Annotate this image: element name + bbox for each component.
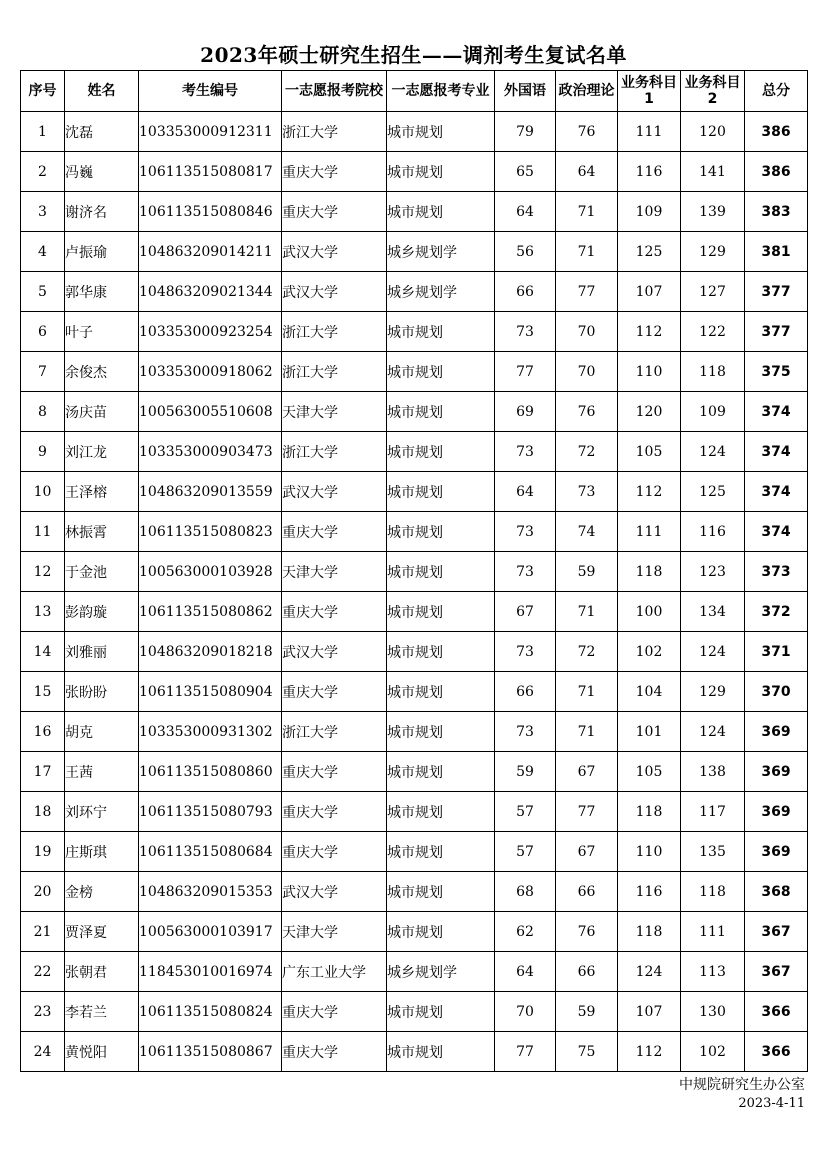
cell-major: 城市规划 xyxy=(387,872,495,912)
cell-subject-1: 110 xyxy=(618,352,681,392)
table-header-row xyxy=(21,71,808,112)
table-row xyxy=(21,632,808,672)
cell-name: 贾泽夏 xyxy=(65,912,139,952)
cell-school: 重庆大学 xyxy=(282,192,387,232)
cell-foreign-language: 68 xyxy=(495,872,556,912)
cell-subject-2: 118 xyxy=(681,872,745,912)
cell-candidate-id: 106113515080684 xyxy=(139,832,282,872)
cell-foreign-language: 73 xyxy=(495,712,556,752)
cell-seq: 14 xyxy=(21,632,65,672)
table-row xyxy=(21,712,808,752)
cell-candidate-id: 103353000931302 xyxy=(139,712,282,752)
cell-subject-1: 124 xyxy=(618,952,681,992)
cell-seq: 7 xyxy=(21,352,65,392)
cell-candidate-id: 106113515080862 xyxy=(139,592,282,632)
cell-total: 375 xyxy=(745,352,808,392)
table-row xyxy=(21,312,808,352)
cell-name: 张朝君 xyxy=(65,952,139,992)
header-subject-2: 业务科目2 xyxy=(681,71,745,112)
cell-name: 王茜 xyxy=(65,752,139,792)
cell-seq: 11 xyxy=(21,512,65,552)
cell-politics: 59 xyxy=(556,552,618,592)
cell-subject-1: 104 xyxy=(618,672,681,712)
cell-seq: 8 xyxy=(21,392,65,432)
cell-subject-1: 110 xyxy=(618,832,681,872)
cell-subject-1: 112 xyxy=(618,1032,681,1072)
cell-subject-2: 129 xyxy=(681,232,745,272)
table-row xyxy=(21,152,808,192)
cell-school: 重庆大学 xyxy=(282,992,387,1032)
table-row xyxy=(21,232,808,272)
cell-subject-2: 123 xyxy=(681,552,745,592)
table-row xyxy=(21,992,808,1032)
cell-politics: 67 xyxy=(556,752,618,792)
cell-subject-2: 127 xyxy=(681,272,745,312)
cell-major: 城市规划 xyxy=(387,1032,495,1072)
cell-school: 重庆大学 xyxy=(282,592,387,632)
cell-major: 城市规划 xyxy=(387,152,495,192)
cell-major: 城市规划 xyxy=(387,512,495,552)
cell-total: 374 xyxy=(745,512,808,552)
cell-name: 彭韵璇 xyxy=(65,592,139,632)
cell-seq: 6 xyxy=(21,312,65,352)
cell-seq: 10 xyxy=(21,472,65,512)
cell-major: 城市规划 xyxy=(387,752,495,792)
cell-candidate-id: 106113515080846 xyxy=(139,192,282,232)
cell-major: 城市规划 xyxy=(387,312,495,352)
cell-subject-2: 129 xyxy=(681,672,745,712)
cell-subject-1: 116 xyxy=(618,872,681,912)
cell-name: 张盼盼 xyxy=(65,672,139,712)
cell-seq: 19 xyxy=(21,832,65,872)
cell-school: 重庆大学 xyxy=(282,752,387,792)
cell-major: 城市规划 xyxy=(387,112,495,152)
cell-foreign-language: 73 xyxy=(495,552,556,592)
cell-subject-1: 100 xyxy=(618,592,681,632)
cell-school: 重庆大学 xyxy=(282,1032,387,1072)
cell-foreign-language: 67 xyxy=(495,592,556,632)
cell-major: 城市规划 xyxy=(387,352,495,392)
cell-politics: 66 xyxy=(556,952,618,992)
cell-total: 367 xyxy=(745,912,808,952)
cell-subject-2: 120 xyxy=(681,112,745,152)
cell-politics: 76 xyxy=(556,112,618,152)
cell-foreign-language: 64 xyxy=(495,952,556,992)
cell-subject-2: 134 xyxy=(681,592,745,632)
cell-subject-1: 112 xyxy=(618,312,681,352)
cell-total: 367 xyxy=(745,952,808,992)
cell-school: 天津大学 xyxy=(282,912,387,952)
cell-seq: 23 xyxy=(21,992,65,1032)
cell-candidate-id: 106113515080824 xyxy=(139,992,282,1032)
cell-name: 李若兰 xyxy=(65,992,139,1032)
cell-politics: 71 xyxy=(556,232,618,272)
cell-total: 366 xyxy=(745,1032,808,1072)
cell-total: 374 xyxy=(745,432,808,472)
cell-subject-2: 135 xyxy=(681,832,745,872)
cell-foreign-language: 77 xyxy=(495,352,556,392)
cell-seq: 24 xyxy=(21,1032,65,1072)
cell-subject-2: 111 xyxy=(681,912,745,952)
header-school: 一志愿报考院校 xyxy=(282,71,387,112)
footer-office: 中规院研究生办公室 xyxy=(679,1077,805,1093)
cell-politics: 72 xyxy=(556,432,618,472)
cell-subject-2: 124 xyxy=(681,632,745,672)
cell-politics: 67 xyxy=(556,832,618,872)
cell-school: 浙江大学 xyxy=(282,432,387,472)
header-politics: 政治理论 xyxy=(556,71,618,112)
cell-subject-2: 102 xyxy=(681,1032,745,1072)
cell-school: 武汉大学 xyxy=(282,232,387,272)
cell-foreign-language: 73 xyxy=(495,312,556,352)
cell-foreign-language: 57 xyxy=(495,792,556,832)
cell-school: 浙江大学 xyxy=(282,312,387,352)
cell-subject-2: 124 xyxy=(681,432,745,472)
table-row xyxy=(21,192,808,232)
cell-name: 谢济名 xyxy=(65,192,139,232)
cell-foreign-language: 77 xyxy=(495,1032,556,1072)
cell-candidate-id: 104863209014211 xyxy=(139,232,282,272)
cell-major: 城市规划 xyxy=(387,632,495,672)
cell-candidate-id: 118453010016974 xyxy=(139,952,282,992)
cell-subject-1: 105 xyxy=(618,752,681,792)
cell-name: 于金池 xyxy=(65,552,139,592)
cell-subject-1: 109 xyxy=(618,192,681,232)
cell-total: 369 xyxy=(745,832,808,872)
cell-politics: 64 xyxy=(556,152,618,192)
cell-total: 369 xyxy=(745,752,808,792)
cell-seq: 21 xyxy=(21,912,65,952)
cell-total: 377 xyxy=(745,312,808,352)
cell-major: 城市规划 xyxy=(387,472,495,512)
cell-major: 城乡规划学 xyxy=(387,952,495,992)
header-subject-1: 业务科目1 xyxy=(618,71,681,112)
cell-politics: 70 xyxy=(556,352,618,392)
cell-total: 374 xyxy=(745,392,808,432)
cell-school: 重庆大学 xyxy=(282,152,387,192)
cell-major: 城市规划 xyxy=(387,912,495,952)
cell-name: 刘雅丽 xyxy=(65,632,139,672)
cell-seq: 9 xyxy=(21,432,65,472)
cell-candidate-id: 104863209013559 xyxy=(139,472,282,512)
table-row xyxy=(21,872,808,912)
cell-seq: 18 xyxy=(21,792,65,832)
cell-subject-2: 139 xyxy=(681,192,745,232)
cell-name: 刘环宁 xyxy=(65,792,139,832)
cell-candidate-id: 104863209015353 xyxy=(139,872,282,912)
cell-name: 金榜 xyxy=(65,872,139,912)
cell-total: 377 xyxy=(745,272,808,312)
cell-school: 重庆大学 xyxy=(282,672,387,712)
cell-total: 372 xyxy=(745,592,808,632)
table-row xyxy=(21,1032,808,1072)
cell-name: 叶子 xyxy=(65,312,139,352)
cell-seq: 2 xyxy=(21,152,65,192)
cell-candidate-id: 104863209018218 xyxy=(139,632,282,672)
cell-school: 武汉大学 xyxy=(282,472,387,512)
cell-major: 城市规划 xyxy=(387,552,495,592)
cell-subject-2: 117 xyxy=(681,792,745,832)
cell-subject-1: 102 xyxy=(618,632,681,672)
cell-total: 386 xyxy=(745,152,808,192)
table-row xyxy=(21,432,808,472)
cell-subject-2: 130 xyxy=(681,992,745,1032)
cell-foreign-language: 64 xyxy=(495,472,556,512)
cell-politics: 76 xyxy=(556,392,618,432)
cell-major: 城市规划 xyxy=(387,832,495,872)
cell-candidate-id: 100563000103928 xyxy=(139,552,282,592)
table-row xyxy=(21,552,808,592)
cell-seq: 12 xyxy=(21,552,65,592)
cell-seq: 22 xyxy=(21,952,65,992)
cell-foreign-language: 73 xyxy=(495,632,556,672)
cell-candidate-id: 106113515080860 xyxy=(139,752,282,792)
cell-foreign-language: 64 xyxy=(495,192,556,232)
cell-school: 浙江大学 xyxy=(282,112,387,152)
cell-foreign-language: 73 xyxy=(495,432,556,472)
cell-school: 浙江大学 xyxy=(282,352,387,392)
cell-foreign-language: 57 xyxy=(495,832,556,872)
cell-total: 371 xyxy=(745,632,808,672)
cell-major: 城市规划 xyxy=(387,792,495,832)
cell-total: 374 xyxy=(745,472,808,512)
cell-subject-1: 118 xyxy=(618,552,681,592)
cell-subject-1: 118 xyxy=(618,912,681,952)
cell-major: 城市规划 xyxy=(387,712,495,752)
cell-subject-1: 107 xyxy=(618,992,681,1032)
cell-foreign-language: 56 xyxy=(495,232,556,272)
cell-politics: 71 xyxy=(556,712,618,752)
cell-seq: 3 xyxy=(21,192,65,232)
cell-school: 天津大学 xyxy=(282,552,387,592)
cell-name: 冯巍 xyxy=(65,152,139,192)
cell-seq: 1 xyxy=(21,112,65,152)
cell-foreign-language: 66 xyxy=(495,672,556,712)
cell-name: 汤庆苗 xyxy=(65,392,139,432)
cell-candidate-id: 100563005510608 xyxy=(139,392,282,432)
cell-subject-1: 111 xyxy=(618,512,681,552)
header-foreign-language: 外国语 xyxy=(495,71,556,112)
table-row xyxy=(21,512,808,552)
header-seq: 序号 xyxy=(21,71,65,112)
cell-school: 武汉大学 xyxy=(282,872,387,912)
cell-subject-1: 125 xyxy=(618,232,681,272)
header-candidate-id: 考生编号 xyxy=(139,71,282,112)
cell-seq: 5 xyxy=(21,272,65,312)
cell-school: 重庆大学 xyxy=(282,832,387,872)
cell-total: 366 xyxy=(745,992,808,1032)
cell-name: 余俊杰 xyxy=(65,352,139,392)
cell-major: 城市规划 xyxy=(387,192,495,232)
cell-school: 重庆大学 xyxy=(282,512,387,552)
cell-candidate-id: 106113515080817 xyxy=(139,152,282,192)
cell-subject-2: 113 xyxy=(681,952,745,992)
cell-name: 胡克 xyxy=(65,712,139,752)
table-row xyxy=(21,472,808,512)
cell-candidate-id: 106113515080793 xyxy=(139,792,282,832)
cell-school: 武汉大学 xyxy=(282,272,387,312)
cell-subject-1: 107 xyxy=(618,272,681,312)
cell-foreign-language: 65 xyxy=(495,152,556,192)
table-row xyxy=(21,352,808,392)
cell-candidate-id: 103353000923254 xyxy=(139,312,282,352)
table-row xyxy=(21,592,808,632)
cell-politics: 71 xyxy=(556,672,618,712)
cell-seq: 13 xyxy=(21,592,65,632)
cell-subject-1: 116 xyxy=(618,152,681,192)
candidate-table xyxy=(20,70,808,1072)
cell-subject-2: 138 xyxy=(681,752,745,792)
cell-name: 卢振瑜 xyxy=(65,232,139,272)
cell-major: 城市规划 xyxy=(387,432,495,472)
cell-foreign-language: 62 xyxy=(495,912,556,952)
cell-subject-2: 141 xyxy=(681,152,745,192)
header-total: 总分 xyxy=(745,71,808,112)
cell-name: 林振霄 xyxy=(65,512,139,552)
cell-subject-2: 118 xyxy=(681,352,745,392)
table-row xyxy=(21,912,808,952)
table-row xyxy=(21,792,808,832)
cell-politics: 70 xyxy=(556,312,618,352)
cell-total: 369 xyxy=(745,792,808,832)
table-row xyxy=(21,952,808,992)
table-row xyxy=(21,752,808,792)
cell-total: 368 xyxy=(745,872,808,912)
table-row xyxy=(21,112,808,152)
header-major: 一志愿报考专业 xyxy=(387,71,495,112)
cell-politics: 66 xyxy=(556,872,618,912)
cell-name: 郭华康 xyxy=(65,272,139,312)
cell-name: 王泽榕 xyxy=(65,472,139,512)
cell-politics: 71 xyxy=(556,192,618,232)
cell-name: 沈磊 xyxy=(65,112,139,152)
cell-name: 庄斯琪 xyxy=(65,832,139,872)
cell-candidate-id: 103353000918062 xyxy=(139,352,282,392)
cell-politics: 73 xyxy=(556,472,618,512)
cell-major: 城市规划 xyxy=(387,672,495,712)
cell-politics: 76 xyxy=(556,912,618,952)
cell-subject-1: 112 xyxy=(618,472,681,512)
cell-name: 刘江龙 xyxy=(65,432,139,472)
cell-politics: 59 xyxy=(556,992,618,1032)
cell-school: 武汉大学 xyxy=(282,632,387,672)
cell-candidate-id: 100563000103917 xyxy=(139,912,282,952)
cell-candidate-id: 106113515080867 xyxy=(139,1032,282,1072)
cell-seq: 16 xyxy=(21,712,65,752)
cell-subject-1: 120 xyxy=(618,392,681,432)
cell-total: 369 xyxy=(745,712,808,752)
cell-seq: 15 xyxy=(21,672,65,712)
cell-candidate-id: 106113515080904 xyxy=(139,672,282,712)
cell-subject-2: 122 xyxy=(681,312,745,352)
cell-subject-1: 105 xyxy=(618,432,681,472)
cell-total: 370 xyxy=(745,672,808,712)
table-row xyxy=(21,272,808,312)
cell-candidate-id: 103353000912311 xyxy=(139,112,282,152)
cell-foreign-language: 73 xyxy=(495,512,556,552)
cell-major: 城市规划 xyxy=(387,592,495,632)
footer-date: 2023-4-11 xyxy=(738,1096,805,1111)
cell-major: 城市规划 xyxy=(387,992,495,1032)
cell-candidate-id: 103353000903473 xyxy=(139,432,282,472)
cell-major: 城市规划 xyxy=(387,392,495,432)
cell-major: 城乡规划学 xyxy=(387,232,495,272)
cell-subject-1: 118 xyxy=(618,792,681,832)
cell-total: 381 xyxy=(745,232,808,272)
cell-subject-2: 109 xyxy=(681,392,745,432)
cell-foreign-language: 59 xyxy=(495,752,556,792)
cell-politics: 77 xyxy=(556,792,618,832)
cell-total: 383 xyxy=(745,192,808,232)
cell-candidate-id: 104863209021344 xyxy=(139,272,282,312)
cell-seq: 4 xyxy=(21,232,65,272)
cell-foreign-language: 79 xyxy=(495,112,556,152)
page-title: 2023年硕士研究生招生——调剂考生复试名单 xyxy=(200,43,627,67)
cell-foreign-language: 70 xyxy=(495,992,556,1032)
cell-politics: 71 xyxy=(556,592,618,632)
cell-school: 浙江大学 xyxy=(282,712,387,752)
cell-total: 373 xyxy=(745,552,808,592)
cell-seq: 17 xyxy=(21,752,65,792)
cell-politics: 72 xyxy=(556,632,618,672)
cell-total: 386 xyxy=(745,112,808,152)
header-name: 姓名 xyxy=(65,71,139,112)
table-row xyxy=(21,832,808,872)
cell-school: 天津大学 xyxy=(282,392,387,432)
cell-politics: 74 xyxy=(556,512,618,552)
cell-politics: 77 xyxy=(556,272,618,312)
cell-foreign-language: 66 xyxy=(495,272,556,312)
cell-foreign-language: 69 xyxy=(495,392,556,432)
cell-subject-2: 124 xyxy=(681,712,745,752)
cell-seq: 20 xyxy=(21,872,65,912)
cell-school: 重庆大学 xyxy=(282,792,387,832)
cell-subject-1: 101 xyxy=(618,712,681,752)
cell-subject-1: 111 xyxy=(618,112,681,152)
table-row xyxy=(21,392,808,432)
table-row xyxy=(21,672,808,712)
cell-politics: 75 xyxy=(556,1032,618,1072)
cell-subject-2: 125 xyxy=(681,472,745,512)
cell-school: 广东工业大学 xyxy=(282,952,387,992)
cell-candidate-id: 106113515080823 xyxy=(139,512,282,552)
cell-name: 黄悦阳 xyxy=(65,1032,139,1072)
cell-subject-2: 116 xyxy=(681,512,745,552)
cell-major: 城乡规划学 xyxy=(387,272,495,312)
